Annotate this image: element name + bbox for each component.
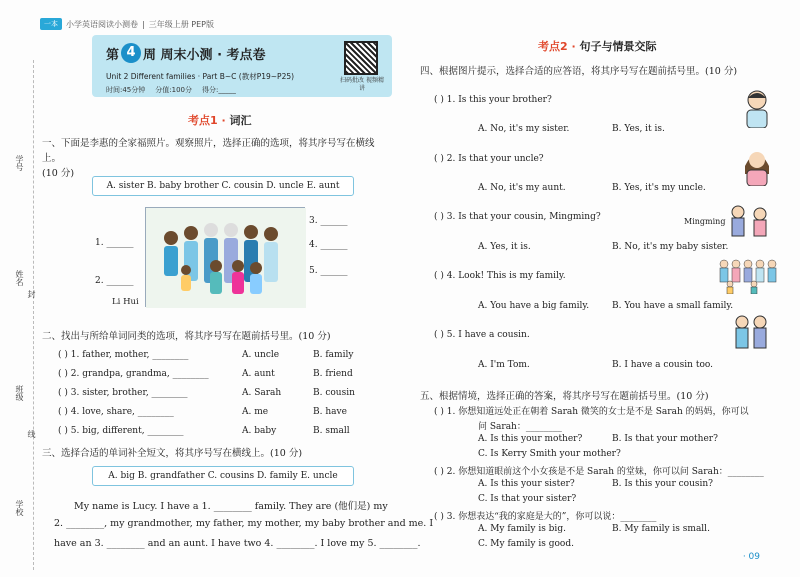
photo-blank-4[interactable]: 4. ______: [309, 240, 348, 250]
q5-option-c: C. My family is good.: [478, 539, 574, 549]
seal-mark: 封: [27, 290, 36, 298]
qr-caption: 扫码批改 视频精讲: [340, 77, 384, 92]
q5-option-a: A. Is this your mother?: [478, 434, 583, 444]
book-title: 三年级上册 PEP版: [148, 19, 214, 29]
q5-item-3[interactable]: ( ) 3. 你想表达“我的家庭是大的”，你可以说：________: [434, 512, 657, 522]
q2-option-b: B. cousin: [313, 388, 355, 398]
week-number-badge: 4: [121, 43, 141, 63]
q2-item-3[interactable]: ( ) 3. sister, brother, ________: [58, 388, 188, 398]
q3-heading: 三、选择合适的单词补全短文，将其序号写在横线上。(10 分): [42, 448, 303, 459]
q5-option-a: A. Is this your sister?: [478, 479, 575, 489]
q4-option-a: A. No, it's my sister.: [478, 124, 570, 134]
qr-code-icon[interactable]: [344, 41, 378, 75]
unit-line: Unit 2 Different families · Part B~C (教材P19~P25): [106, 72, 295, 81]
binding-cut-line: [33, 60, 34, 570]
q2-item-2[interactable]: ( ) 2. grandpa, grandma, ________: [58, 369, 209, 379]
q5-option-b: B. My family is small.: [612, 524, 710, 534]
q4-item-3[interactable]: ( ) 3. Is that your cousin, Mingming?: [434, 212, 601, 222]
photo-blank-3[interactable]: 3. ______: [309, 216, 348, 226]
series-header: 一本 小学英语阅读小测卷 | 三年级上册 PEP版: [40, 18, 214, 30]
passage-line-1: My name is Lucy. I have a 1. ________ family. They are (他们是) my: [74, 501, 388, 512]
section1-heading: 考点1 · 词汇: [188, 114, 252, 127]
photo-blank-5[interactable]: 5. ______: [309, 266, 348, 276]
line-mark: 线: [27, 430, 36, 438]
photo-blank-2[interactable]: 2. ______: [95, 276, 134, 286]
q4-heading: 四、根据图片提示，选择合适的应答语，将其序号写在题前括号里。(10 分): [420, 66, 738, 77]
q2-option-a: A. uncle: [242, 350, 280, 360]
passage-line-2: 2. ________, my grandmother, my father, my mother, my baby brother and me. I: [54, 518, 434, 529]
q5-option-c: C. Is Kerry Smith your mother?: [478, 449, 621, 459]
q2-option-a: A. baby: [242, 426, 277, 436]
q5-item-2[interactable]: ( ) 2. 你想知道眼前这个小女孩是不是 Sarah 的堂妹，你可以问 Sarah：________: [434, 467, 764, 477]
q2-option-a: A. me: [242, 407, 269, 417]
series-title: 小学英语阅读小测卷: [66, 19, 138, 29]
woman-illustration: [740, 146, 774, 186]
mingming-label: Mingming: [684, 217, 726, 226]
time-label: 时间:45分钟: [106, 86, 146, 94]
school-label: 学校: [15, 500, 24, 516]
q2-item-1[interactable]: ( ) 1. father, mother, ________: [58, 350, 189, 360]
page-number: · 09: [742, 552, 760, 562]
class-label: 班级: [15, 385, 24, 401]
q4-option-b: B. You have a small family.: [612, 301, 734, 311]
q4-option-b: B. No, it's my baby sister.: [612, 242, 729, 252]
q1-heading: 一、下面是李惠的全家福照片。观察照片，选择正确的选项，将其序号写在横线上。 (10 分): [42, 138, 375, 179]
got-score-label: 得分:_____: [202, 86, 236, 94]
q1-options-box: A. sister B. baby brother C. cousin D. uncle E. aunt: [92, 176, 354, 196]
q4-option-a: A. I'm Tom.: [478, 360, 530, 370]
score-label: 分值:100分: [155, 86, 192, 94]
q2-option-b: B. small: [313, 426, 350, 436]
q2-option-a: A. aunt: [242, 369, 275, 379]
q4-option-b: B. I have a cousin too.: [612, 360, 713, 370]
q2-option-b: B. family: [313, 350, 354, 360]
q2-option-b: B. have: [313, 407, 347, 417]
q5-option-b: B. Is that your mother?: [612, 434, 718, 444]
q5-heading: 五、根据情境，选择正确的答案，将其序号写在题前括号里。(10 分): [420, 391, 709, 402]
q4-item-5[interactable]: ( ) 5. I have a cousin.: [434, 330, 530, 340]
boy-illustration: [742, 88, 772, 128]
series-tag: 一本: [40, 18, 62, 30]
q3-options-box: A. big B. grandfather C. cousins D. family E. uncle: [92, 466, 354, 486]
banner-title: 第 4 周 周末小测 · 考点卷: [106, 45, 266, 63]
q2-item-5[interactable]: ( ) 5. big, different, ________: [58, 426, 184, 436]
q5-item-1[interactable]: ( ) 1. 你想知道远处正在朝着 Sarah 微笑的女士是不是 Sarah 的妈妈，你可以: [434, 407, 749, 417]
q2-heading: 二、找出与所给单词同类的选项，将其序号写在题前括号里。(10 分): [42, 331, 331, 342]
q5-option-b: B. Is this your cousin?: [612, 479, 713, 489]
q4-item-1[interactable]: ( ) 1. Is this your brother?: [434, 95, 552, 105]
title-banner: [92, 35, 392, 97]
q5-option-a: A. My family is big.: [478, 524, 566, 534]
family-illustration: [716, 256, 780, 294]
family-photo: [145, 207, 305, 307]
q4-option-a: A. No, it's my aunt.: [478, 183, 566, 193]
exam-meta: [106, 85, 236, 95]
cousin-illustration: [726, 202, 776, 240]
section2-heading: 考点2 · 句子与情景交际: [538, 40, 657, 53]
passage-line-3: have an 3. ________ and an aunt. I have two 4. ________. I love my 5. ________.: [54, 538, 421, 549]
q4-option-a: A. Yes, it is.: [478, 242, 531, 252]
photo-blank-1[interactable]: 1. ______: [95, 238, 134, 248]
q4-option-b: B. Yes, it's my uncle.: [612, 183, 706, 193]
two-boys-illustration: [732, 312, 772, 356]
q5-item-1-cont: 问 Sarah：________: [478, 422, 562, 432]
q4-item-2[interactable]: ( ) 2. Is that your uncle?: [434, 154, 544, 164]
q4-item-4[interactable]: ( ) 4. Look! This is my family.: [434, 271, 566, 281]
q2-option-a: A. Sarah: [242, 388, 282, 398]
li-hui-caption: Li Hui: [112, 297, 139, 307]
q4-option-b: B. Yes, it is.: [612, 124, 665, 134]
q4-option-a: A. You have a big family.: [478, 301, 590, 311]
q2-option-b: B. friend: [313, 369, 353, 379]
q5-option-c: C. Is that your sister?: [478, 494, 577, 504]
student-number-label: 学号: [15, 155, 24, 171]
q2-item-4[interactable]: ( ) 4. love, share, ________: [58, 407, 174, 417]
student-name-label: 姓名: [15, 270, 24, 286]
